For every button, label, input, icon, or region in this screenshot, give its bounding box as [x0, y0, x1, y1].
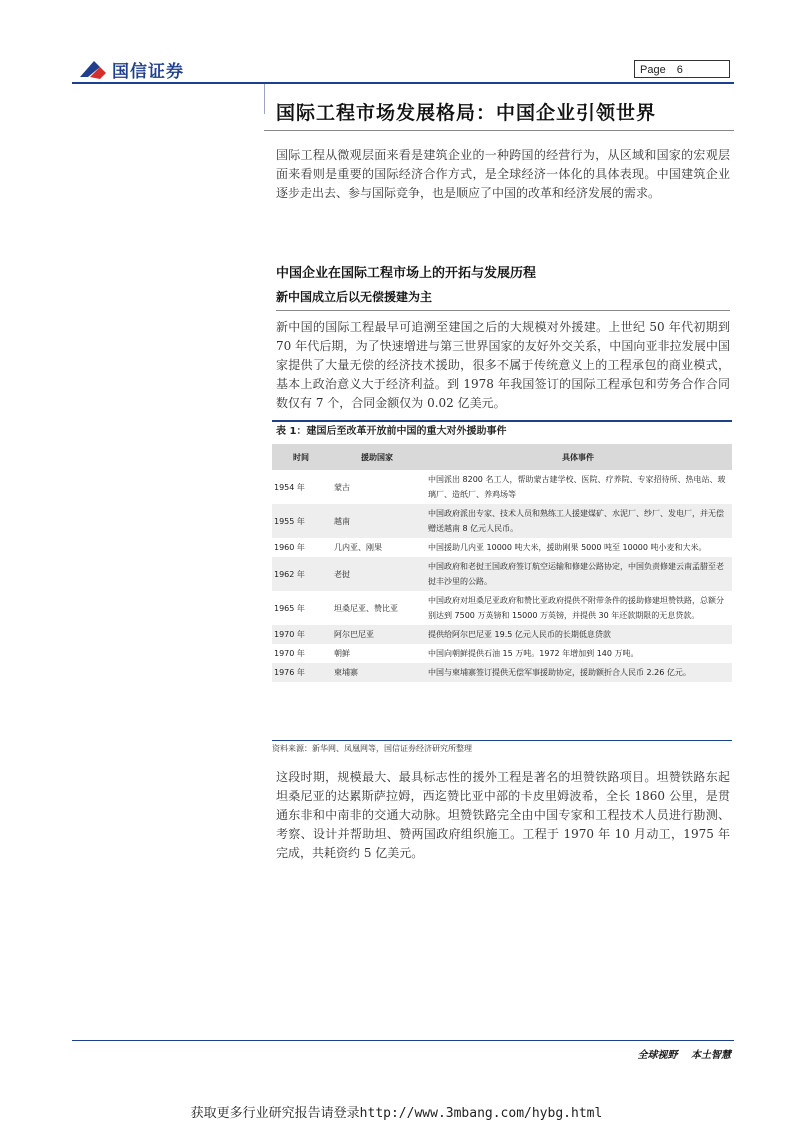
row-event: 中国政府和老挝王国政府签订航空运输和修建公路协定，中国负责修建云南孟腊至老挝丰沙里的公路。: [424, 557, 732, 591]
row-country: 蒙古: [334, 482, 350, 492]
row-country: 朝鲜: [334, 649, 350, 658]
row-country: 越南: [330, 504, 424, 538]
margin-divider: [264, 84, 265, 114]
row-year: 1970 年: [274, 649, 305, 658]
table-header-country: 援助国家: [330, 444, 424, 470]
footer-slogan: [628, 1046, 731, 1061]
row-country: 坦桑尼亚、赞比亚: [334, 603, 398, 613]
row-event: 中国向朝鲜提供石油 15 万吨。1972 年增加到 140 万吨。: [428, 649, 639, 658]
brand-logo: [78, 56, 184, 82]
table-header-year: 时间: [272, 444, 330, 470]
section-subheading: 新中国成立后以无偿援建为主: [276, 290, 433, 304]
page-label: Page: [640, 64, 666, 76]
page-number: 6: [676, 64, 683, 76]
row-country: 几内亚、刚果: [334, 543, 382, 552]
page-indicator: [634, 60, 730, 78]
row-event: 中国与柬埔寨签订提供无偿军事援助协定，援助额折合人民币 2.26 亿元。: [424, 663, 732, 682]
table-header-row: [272, 444, 732, 470]
row-event: 中国派出 8200 名工人，帮助蒙古建学校、医院、疗养院、专家招待所、热电站、玻璃厂、造纸厂、养鸡场等: [428, 475, 726, 499]
table-title: 表 1：建国后至改革开放前中国的重大对外援助事件: [272, 420, 732, 440]
table-row: [272, 538, 732, 557]
row-year: 1962 年: [272, 557, 330, 591]
table-row: [272, 591, 732, 625]
slogan-left: 全球视野: [637, 1050, 678, 1061]
row-year: 1976 年: [272, 663, 330, 682]
body-paragraph-1: 新中国的国际工程最早可追溯至建国之后的大规模对外援建。上世纪 50 年代初期到 70 年代后期，为了快速增进与第三世界国家的友好外交关系，中国向亚非拉发展中国家提供了大量无偿的经济技术援助，很多不属于传统意义上的工程承包的商业模式，基本上政治意义大于经济利益。到 1978 年我国签订的国际工程承包和劳务合作合同数仅有 7 个，合同金额仅为 0.02 亿美元。: [276, 320, 730, 410]
aid-events-table: [272, 444, 732, 682]
row-country: 老挝: [330, 557, 424, 591]
table-row: [272, 663, 732, 682]
table-row: [272, 470, 732, 504]
table-header-event: 具体事件: [424, 444, 732, 470]
header-divider: [72, 82, 734, 84]
table-row: [272, 504, 732, 538]
row-year: 1970 年: [272, 625, 330, 644]
footer-divider: [72, 1040, 734, 1041]
row-year: 1955 年: [272, 504, 330, 538]
body-paragraph-2: 这段时期，规模最大、最具标志性的援外工程是著名的坦赞铁路项目。坦赞铁路东起坦桑尼亚的达累斯萨拉姆，西迄赞比亚中部的卡皮里姆波希，全长 1860 公里，是贯通东非和中南非的交通大动脉。坦赞铁路完全由中国专家和工程技术人员进行勘测、考察、设计并帮助坦、赞两国政府组织施工。工程于 1970 年 10 月动工，1975 年完成，共耗资约 5 亿美元。: [276, 770, 730, 860]
row-country: 柬埔寨: [330, 663, 424, 682]
row-country: 阿尔巴尼亚: [330, 625, 424, 644]
row-year: 1965 年: [274, 603, 305, 613]
row-event: 中国援助几内亚 10000 吨大米，援助刚果 5000 吨至 10000 吨小麦和大米。: [428, 543, 707, 552]
table-bottom-rule: [272, 740, 732, 741]
row-event: 中国政府对坦桑尼亚政府和赞比亚政府提供不附带条件的援助修建坦赞铁路，总额分别达到 7500 万英镑和 15000 万英镑，并提供 30 年还款期限的无息贷款。: [428, 596, 724, 620]
section-heading: 中国企业在国际工程市场上的开拓与发展历程: [276, 266, 537, 281]
brand-mark-icon: [78, 57, 108, 81]
row-year: 1960 年: [274, 543, 305, 552]
table-row: [272, 625, 732, 644]
brand-name: 国信证券: [112, 61, 184, 82]
row-event: 提供给阿尔巴尼亚 19.5 亿元人民币的长期低息贷款: [424, 625, 732, 644]
table-row: [272, 644, 732, 663]
slogan-right: 本土智慧: [691, 1050, 731, 1061]
table-row: [272, 557, 732, 591]
table-source: 资料来源：新华网、凤凰网等，国信证券经济研究所整理: [272, 744, 472, 753]
intro-paragraph: 国际工程从微观层面来看是建筑企业的一种跨国的经营行为，从区域和国家的宏观层面来看则是重要的国际经济合作方式，是全球经济一体化的具体表现。中国建筑企业逐步走出去、参与国际竞争，也是顺应了中国的改革和经济发展的需求。: [276, 148, 730, 200]
subheading-divider: [276, 310, 730, 311]
page-title: 国际工程市场发展格局：中国企业引领世界: [276, 102, 657, 124]
row-year: 1954 年: [274, 482, 305, 492]
promo-link[interactable]: 获取更多行业研究报告请登录http://www.3mbang.com/hybg.html: [190, 1106, 603, 1121]
title-divider: [264, 130, 734, 131]
row-event: 中国政府派出专家、技术人员和熟练工人援建煤矿、水泥厂、纱厂、发电厂，并无偿赠送越南 8 亿元人民币。: [424, 504, 732, 538]
